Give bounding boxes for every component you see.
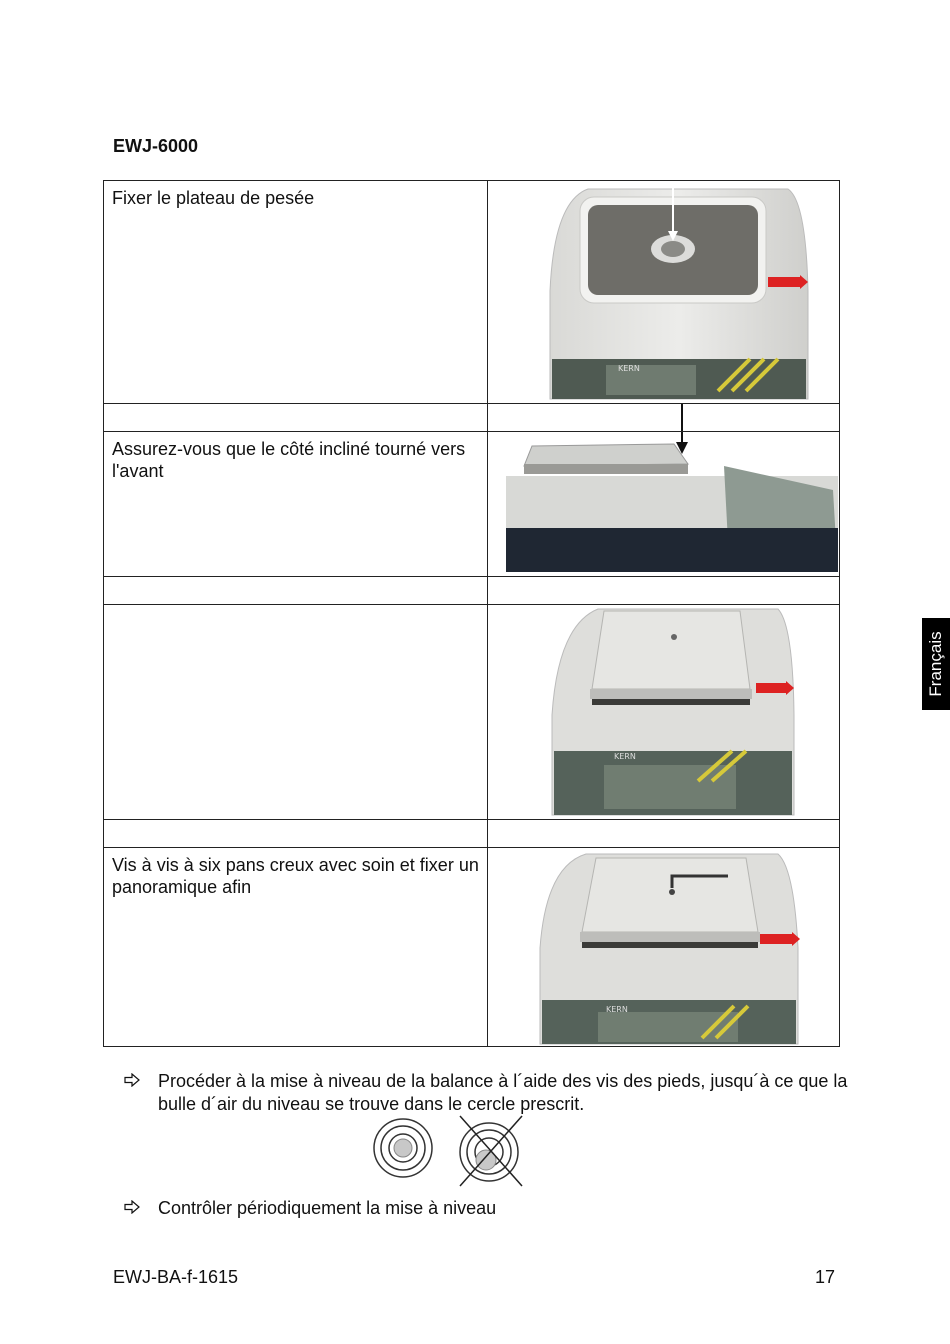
hollow-arrow-right-icon bbox=[124, 1197, 144, 1220]
empty-cell bbox=[488, 820, 840, 848]
table-row bbox=[104, 848, 840, 1047]
step-text bbox=[104, 605, 488, 820]
table-row bbox=[104, 820, 840, 848]
table-row bbox=[104, 404, 840, 432]
instruction-text: Procéder à la mise à niveau de la balance à l´aide des vis des pieds, jusqu´à ce que la bulle d´air du niveau se trouve dans le cercle prescrit. bbox=[158, 1071, 848, 1114]
step-image-top-view bbox=[488, 181, 840, 404]
balance-top-view-image bbox=[488, 181, 856, 403]
table-row bbox=[104, 605, 840, 820]
empty-cell bbox=[104, 820, 488, 848]
pointer-arrow bbox=[488, 404, 856, 431]
step-text: Fixer le plateau de pesée bbox=[104, 181, 488, 404]
svg-text:KERN: KERN bbox=[614, 752, 636, 761]
table-row bbox=[104, 577, 840, 605]
balance-hex-key-image bbox=[488, 848, 856, 1046]
balance-side-view-image bbox=[488, 432, 856, 576]
instruction-text: Contrôler périodiquement la mise à niveau bbox=[158, 1198, 497, 1218]
footer-page-number: 17 bbox=[815, 1267, 836, 1287]
language-tab bbox=[922, 618, 950, 710]
model-heading: EWJ-6000 bbox=[113, 136, 199, 156]
step-image-pan-mounted bbox=[488, 605, 840, 820]
language-tab-label: Français bbox=[926, 631, 945, 697]
empty-cell bbox=[104, 577, 488, 605]
bubble-correct-icon bbox=[374, 1119, 432, 1177]
assembly-steps-table bbox=[103, 180, 840, 1047]
step-image-side-view bbox=[488, 432, 840, 577]
step-text: Vis à vis à six pans creux avec soin et fixer un panoramique afin bbox=[104, 848, 488, 1047]
empty-cell bbox=[488, 404, 840, 432]
step-text: Assurez-vous que le côté incliné tourné vers l'avant bbox=[104, 432, 488, 577]
table-row bbox=[104, 432, 840, 577]
footer-doc-code: EWJ-BA-f-1615 bbox=[113, 1267, 239, 1287]
svg-text:KERN: KERN bbox=[618, 364, 640, 373]
step-image-hex-key bbox=[488, 848, 840, 1047]
empty-cell bbox=[104, 404, 488, 432]
svg-text:KERN: KERN bbox=[606, 1005, 628, 1014]
bubble-incorrect-icon bbox=[460, 1116, 522, 1186]
red-label-icon bbox=[756, 683, 788, 693]
table-row bbox=[104, 181, 840, 404]
red-label-icon bbox=[768, 277, 802, 287]
balance-pan-image bbox=[488, 605, 856, 819]
hollow-arrow-right-icon bbox=[124, 1070, 144, 1093]
empty-cell bbox=[488, 577, 840, 605]
red-label-icon bbox=[760, 934, 794, 944]
level-bubble-diagram bbox=[372, 1112, 532, 1193]
